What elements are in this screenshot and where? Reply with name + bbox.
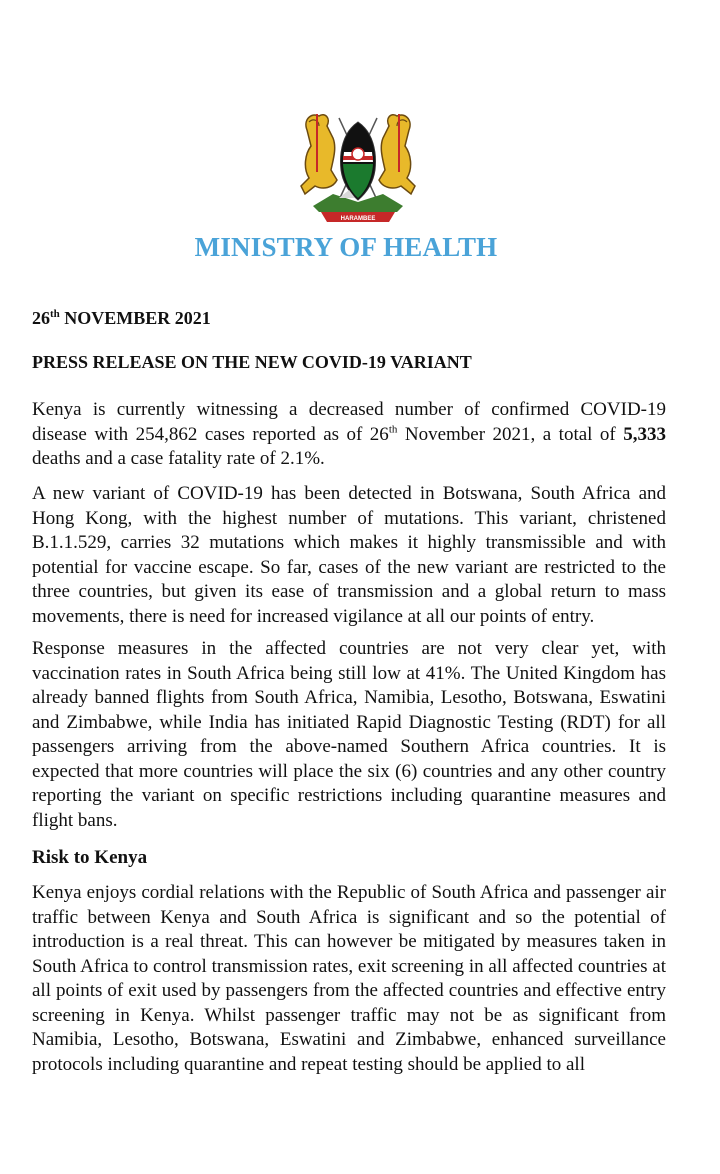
paragraph-response-measures: Response measures in the affected countries are not very clear yet, with vaccination rates in South Africa being still low at 41%. The United Kingdom has already banned flights from South Africa, Namibia, Lesotho, Botswana, Eswatini and Zimbabwe, while India has initiated Rapid Diagnostic Testing (RDT) for all passengers arriving from the above-named Southern Africa countries. It is expected that more countries will place the six (6) countries and any other country reporting the variant on specific restrictions including quarantine measures and flight bans.	[32, 638, 666, 831]
paragraph1-part3: deaths and a case fatality rate of 2.1%.	[32, 448, 325, 469]
paragraph1-deaths-count: 5,333	[623, 423, 666, 445]
press-release-title: PRESS RELEASE ON THE NEW COVID-19 VARIANT	[32, 352, 472, 372]
release-date	[32, 308, 211, 329]
paragraph-risk-to-kenya: Kenya enjoys cordial relations with the Republic of South Africa and passenger air traffic between Kenya and South Africa is significant and so the potential of introduction is a real threat. This can however be mitigated by measures taken in South Africa to control transmission rates, exit screening in all affected countries at all points of exit used by passengers from the affected countries and effective entry screening in Kenya. Whilst passenger traffic may not be as significant from Namibia, Lesotho, Botswana, Eswatini and Zimbabwe, enhanced surveillance protocols including quarantine and repeat testing should be applied to all	[32, 882, 666, 1075]
date-day: 26	[32, 308, 50, 328]
paragraph1-sup: th	[388, 423, 398, 436]
date-rest: NOVEMBER 2021	[59, 308, 211, 328]
kenya-coat-of-arms-logo	[293, 108, 423, 230]
date-suffix: th	[50, 308, 60, 320]
paragraph-case-summary	[32, 398, 666, 472]
harambee-motto: HARAMBEE	[340, 216, 376, 222]
paragraph-new-variant: A new variant of COVID-19 has been detected in Botswana, South Africa and Hong Kong, with the highest number of mutations. This variant, christened B.1.1.529, carries 32 mutations which makes it highly transmissible and with potential for vaccine escape. So far, cases of the new variant are restricted to the three countries, but given its ease of transmission and a global return to mass movements, there is need for increased vigilance at all our points of entry.	[32, 483, 666, 627]
paragraph1-part1: Kenya is currently witnessing a decreased number of confirmed COVID-19 disease with 254,862 cases reported as of 26	[32, 399, 666, 445]
risk-heading: Risk to Kenya	[32, 847, 148, 868]
paragraph1-part2: November 2021, a total of	[397, 423, 624, 445]
ministry-title: MINISTRY OF HEALTH	[194, 232, 498, 262]
